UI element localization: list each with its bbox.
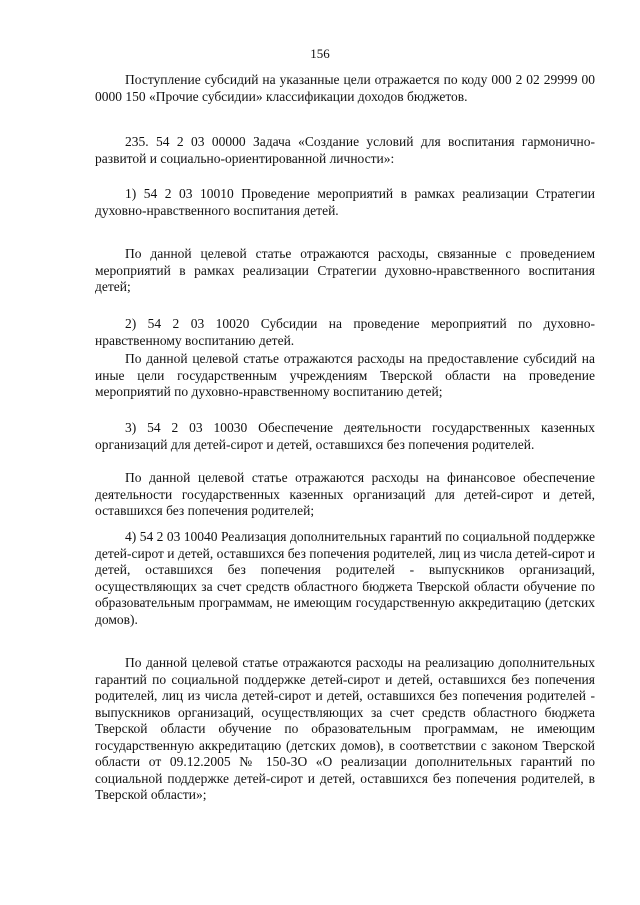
paragraph-item-1-description: По данной целевой статье отражаются расходы, связанные с проведением мероприятий в рамках реализации Стратегии духовно-нравственного воспитания детей;	[95, 246, 595, 294]
paragraph-item-3-heading: 3) 54 2 03 10030 Обеспечение деятельности государственных казенных организаций для детей-сирот и детей, оставшихся без попечения родителей.	[95, 420, 595, 452]
paragraph-item-1-heading: 1) 54 2 03 10010 Проведение мероприятий в рамках реализации Стратегии духовно-нравственного воспитания детей.	[95, 186, 595, 218]
paragraph-subsidy-revenue: Поступление субсидий на указанные цели отражается по коду 000 2 02 29999 00 0000 150 «Прочие субсидии» классификации доходов бюджетов.	[95, 72, 595, 104]
paragraph-item-2-heading: 2) 54 2 03 10020 Субсидии на проведение мероприятий по духовно-нравственному воспитанию детей.	[95, 316, 595, 348]
paragraph-task-235: 235. 54 2 03 00000 Задача «Создание условий для воспитания гармонично-развитой и социально-ориентированной личности»:	[95, 134, 595, 166]
paragraph-item-4-description: По данной целевой статье отражаются расходы на реализацию дополнительных гарантий по социальной поддержке детей-сирот и детей, оставшихся без попечения родителей, лиц из числа детей-сирот и детей, оставшихся без попечения родителей - выпускников организаций, осуществляющих за счет средств областного бюджета Тверской области обучение по образовательным программам, не имеющим государственную аккредитацию (детских домов), в соответствии с законом Тверской области от 09.12.2005 № 150-ЗО «О реализации дополнительных гарантий по социальной поддержке детей-сирот и детей, оставшихся без попечения родителей, в Тверской области»;	[95, 655, 595, 802]
paragraph-item-2-description: По данной целевой статье отражаются расходы на предоставление субсидий на иные цели государственным учреждениям Тверской области на проведение мероприятий по духовно-нравственному воспитанию детей;	[95, 351, 595, 399]
paragraph-item-4-heading: 4) 54 2 03 10040 Реализация дополнительных гарантий по социальной поддержке детей-сирот и детей, оставшихся без попечения родителей, лиц из числа детей-сирот и детей, оставшихся без попечения родителей - выпускников организаций, осуществляющих за счет средств областного бюджета Тверской области обучение по образовательным программам, не имеющим государственную аккредитацию (детских домов).	[95, 529, 595, 627]
page-number: 156	[310, 46, 330, 61]
paragraph-item-3-description: По данной целевой статье отражаются расходы на финансовое обеспечение деятельности государственных казенных организаций для детей-сирот и детей, оставшихся без попечения родителей;	[95, 470, 595, 518]
